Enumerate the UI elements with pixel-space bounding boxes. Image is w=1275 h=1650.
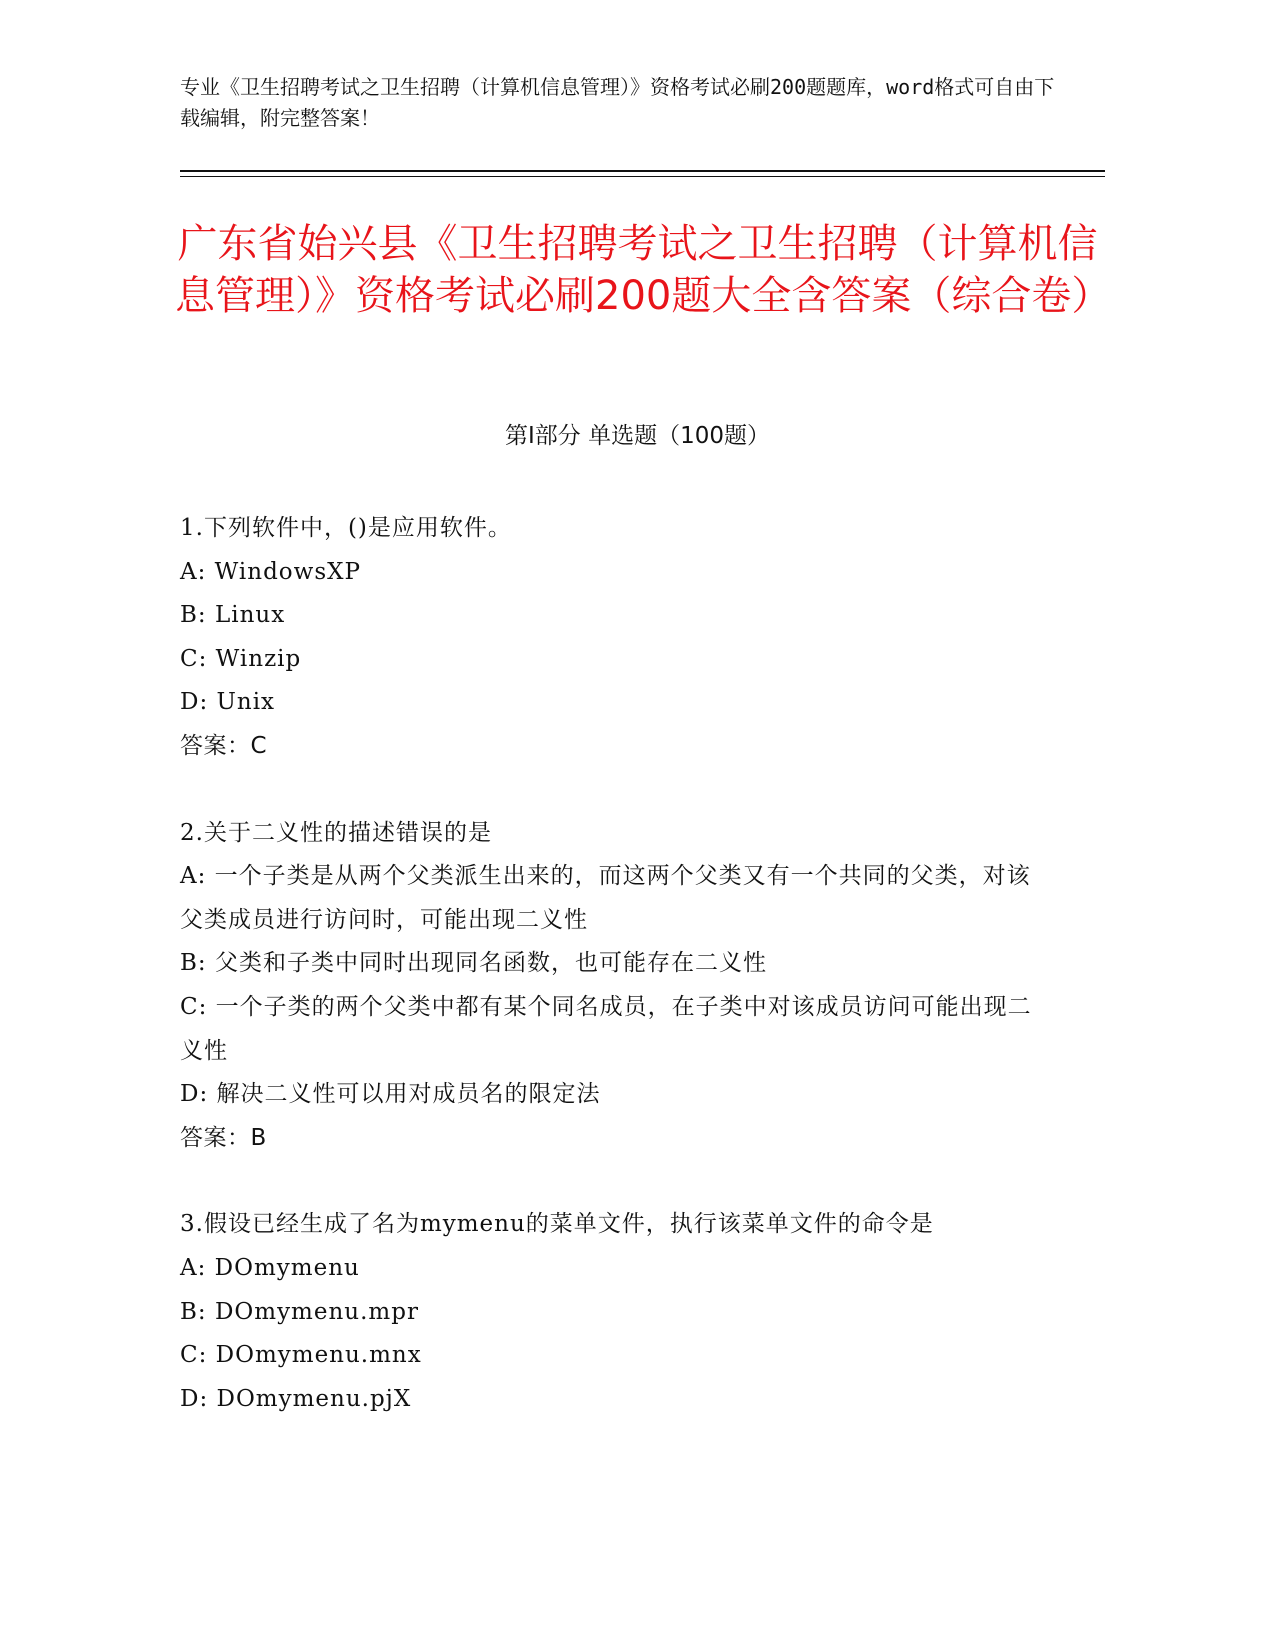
header-rule-thin <box>180 176 1105 177</box>
question-stem: 2.关于二义性的描述错误的是 <box>180 819 492 846</box>
answer: 答案：C <box>180 732 268 759</box>
option-d: D: 解决二义性可以用对成员名的限定法 <box>180 1081 601 1108</box>
option-a: A: WindowsXP <box>180 558 361 585</box>
question-list <box>180 507 1040 1421</box>
option-a: A: DOmymenu <box>180 1254 360 1281</box>
option-b: B: DOmymenu.mpr <box>180 1298 419 1325</box>
question-stem: 3.假设已经生成了名为mymenu的菜单文件，执行该菜单文件的命令是 <box>180 1211 934 1238</box>
answer: 答案：B <box>180 1124 267 1151</box>
option-d: D: Unix <box>180 689 276 716</box>
header-note: 专业《卫生招聘考试之卫生招聘（计算机信息管理）》资格考试必刷200题题库，word格式可自由下载编辑，附完整答案！ <box>180 75 1055 130</box>
question-1 <box>180 507 1040 769</box>
question-stem: 1.下列软件中，()是应用软件。 <box>180 515 512 541</box>
option-b: B: 父类和子类中同时出现同名函数，也可能存在二义性 <box>180 950 767 977</box>
option-d: D: DOmymenu.pjX <box>180 1385 412 1412</box>
document-title: 广东省始兴县《卫生招聘考试之卫生招聘（计算机信息管理）》资格考试必刷200题大全含答案（综合卷） <box>175 221 1112 319</box>
option-c: C: Winzip <box>180 645 302 672</box>
option-c: C: DOmymenu.mnx <box>180 1342 422 1369</box>
question-2 <box>180 812 1040 1161</box>
option-b: B: Linux <box>180 602 286 629</box>
header-rule-thick <box>180 170 1105 172</box>
option-a: A: 一个子类是从两个父类派生出来的，而这两个父类又有一个共同的父类，对该父类成员进行访问时，可能出现二义性 <box>180 863 1031 933</box>
section-title: 第Ⅰ部分 单选题（100题） <box>505 423 770 449</box>
option-c: C: 一个子类的两个父类中都有某个同名成员，在子类中对该成员访问可能出现二义性 <box>180 993 1032 1064</box>
question-3 <box>180 1203 1040 1421</box>
